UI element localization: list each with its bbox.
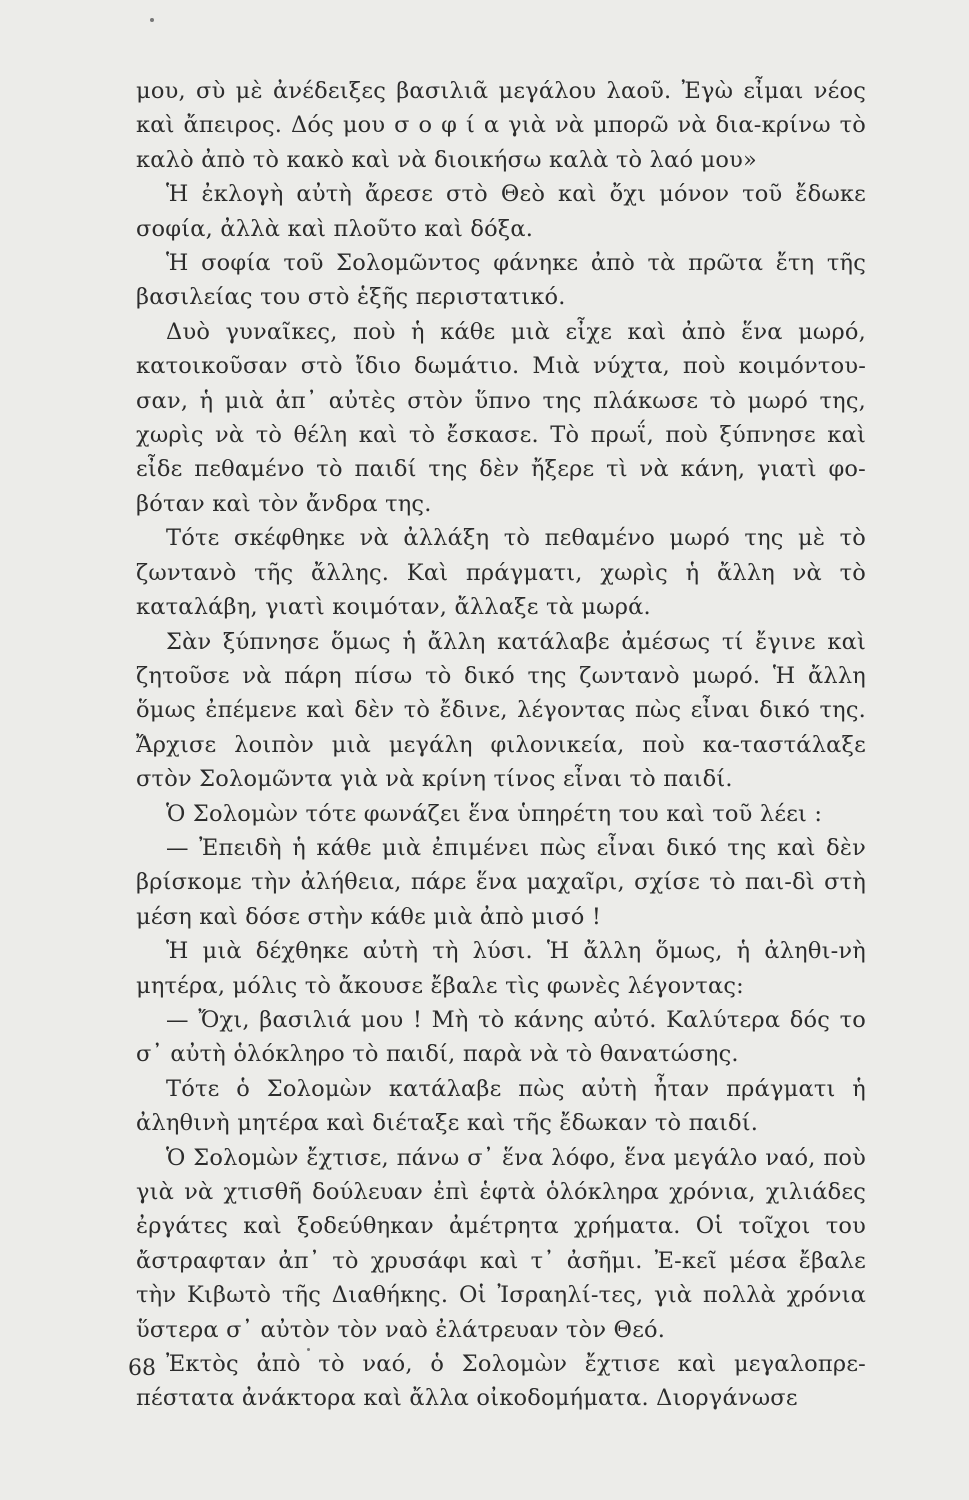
- body-paragraph: Σὰν ξύπνησε ὅμως ἡ ἄλλη κατάλαβε ἀμέσως τί ἔγινε καὶ ζητοῦσε νὰ πάρη πίσω τὸ δικό της ζωντανὸ μωρό. Ἡ ἄλλη ὅμως ἐπέμενε καὶ δὲν τὸ ἔδινε, λέγοντας πὼς εἶναι δικό της. Ἄρχισε λοιπὸν μιὰ μεγάλη φιλονικεία, ποὺ κα-ταστάλαξε στὸν Σολομῶντα γιὰ νὰ κρίνη τίνος εἶναι τὸ παιδί.: [136, 628, 866, 793]
- body-paragraph: — Ἐπειδὴ ἡ κάθε μιὰ ἐπιμένει πὼς εἶναι δικό της καὶ δὲν βρίσκομε τὴν ἀλήθεια, πάρε ἕνα μαχαῖρι, σχίσε τὸ παι-δὶ στὴ μέση καὶ δόσε στὴν κάθε μιὰ ἀπὸ μισό !: [136, 834, 866, 930]
- page-body-text: [136, 74, 866, 1416]
- body-paragraph: Δυὸ γυναῖκες, ποὺ ἡ κάθε μιὰ εἶχε καὶ ἀπὸ ἕνα μωρό, κατοικοῦσαν στὸ ἴδιο δωμάτιο. Μιὰ νύχτα, ποὺ κοιμόντου-σαν, ἡ μιὰ ἀπ᾿ αὐτὲς στὸν ὕπνο της πλάκωσε τὸ μωρό της, χωρὶς νὰ τὸ θέλη καὶ τὸ ἔσκασε. Τὸ πρωΐ, ποὺ ξύπνησε καὶ εἶδε πεθαμένο τὸ παιδί της δὲν ἤξερε τὶ νὰ κάνη, γιατὶ φο-βόταν καὶ τὸν ἄνδρα της.: [136, 318, 866, 517]
- body-paragraph: Ἡ σοφία τοῦ Σολομῶντος φάνηκε ἀπὸ τὰ πρῶτα ἔτη τῆς βασιλείας του στὸ ἑξῆς περιστατικό.: [136, 250, 866, 311]
- body-paragraph: Ἡ μιὰ δέχθηκε αὐτὴ τὴ λύσι. Ἡ ἄλλη ὅμως, ἡ ἀληθι-νὴ μητέρα, μόλις τὸ ἄκουσε ἔβαλε τὶς φωνὲς λέγοντας:: [136, 938, 866, 999]
- ink-speck: [150, 18, 154, 22]
- body-paragraph: Ἐκτὸς ἀπὸ τὸ ναό, ὁ Σολομὼν ἔχτισε καὶ μεγαλοπρε-πέστατα ἀνάκτορα καὶ ἄλλα οἰκοδομήματα. Διοργάνωσε: [136, 1351, 866, 1412]
- body-paragraph: — Ὄχι, βασιλιά μου ! Μὴ τὸ κάνης αὐτό. Καλύτερα δός το σ᾿ αὐτὴ ὁλόκληρο τὸ παιδί, παρὰ νὰ τὸ θανατώσης.: [136, 1006, 866, 1068]
- body-paragraph: Ὁ Σολομὼν τότε φωνάζει ἕνα ὑπηρέτη του καὶ τοῦ λέει :: [166, 800, 823, 827]
- body-paragraph: μου, σὺ μὲ ἀνέδειξες βασιλιᾶ μεγάλου λαοῦ. Ἐγὼ εἶμαι νέος καὶ ἄπειρος. Δός μου σ ο φ ί α γιὰ νὰ μπορῶ νὰ δια-κρίνω τὸ καλὸ ἀπὸ τὸ κακὸ καὶ νὰ διοικήσω καλὰ τὸ λαό μου»: [136, 78, 866, 173]
- body-paragraph: Τότε ὁ Σολομὼν κατάλαβε πὼς αὐτὴ ἦταν πράγματι ἡ ἀληθινὴ μητέρα καὶ διέταξε καὶ τῆς ἔδωκαν τὸ παιδί.: [136, 1075, 866, 1137]
- page-number: 68: [128, 1356, 156, 1381]
- body-paragraph: Ἡ ἐκλογὴ αὐτὴ ἄρεσε στὸ Θεὸ καὶ ὄχι μόνον τοῦ ἔδωκε σοφία, ἀλλὰ καὶ πλοῦτο καὶ δόξα.: [136, 181, 866, 242]
- body-paragraph: Τότε σκέφθηκε νὰ ἀλλάξη τὸ πεθαμένο μωρό της μὲ τὸ ζωντανὸ τῆς ἄλλης. Καὶ πράγματι, χωρὶς ἡ ἄλλη νὰ τὸ καταλάβη, γιατὶ κοιμόταν, ἄλλαξε τὰ μωρά.: [136, 525, 866, 621]
- body-paragraph: Ὁ Σολομὼν ἔχτισε, πάνω σ᾿ ἕνα λόφο, ἕνα μεγάλο ναό, ποὺ γιὰ νὰ χτισθῆ δούλευαν ἐπὶ ἑφτὰ ὁλόκληρα χρόνια, χιλιάδες ἐργάτες καὶ ξοδεύθηκαν ἀμέτρητα χρήματα. Οἱ τοῖχοι του ἄστραφταν ἀπ᾿ τὸ χρυσάφι καὶ τ᾿ ἀσῆμι. Ἐ-κεῖ μέσα ἔβαλε τὴν Κιβωτὸ τῆς Διαθήκης. Οἱ Ἰσραηλί-τες, γιὰ πολλὰ χρόνια ὕστερα σ᾿ αὐτὸν τὸν ναὸ ἐλάτρευαν τὸν Θεό.: [136, 1144, 866, 1343]
